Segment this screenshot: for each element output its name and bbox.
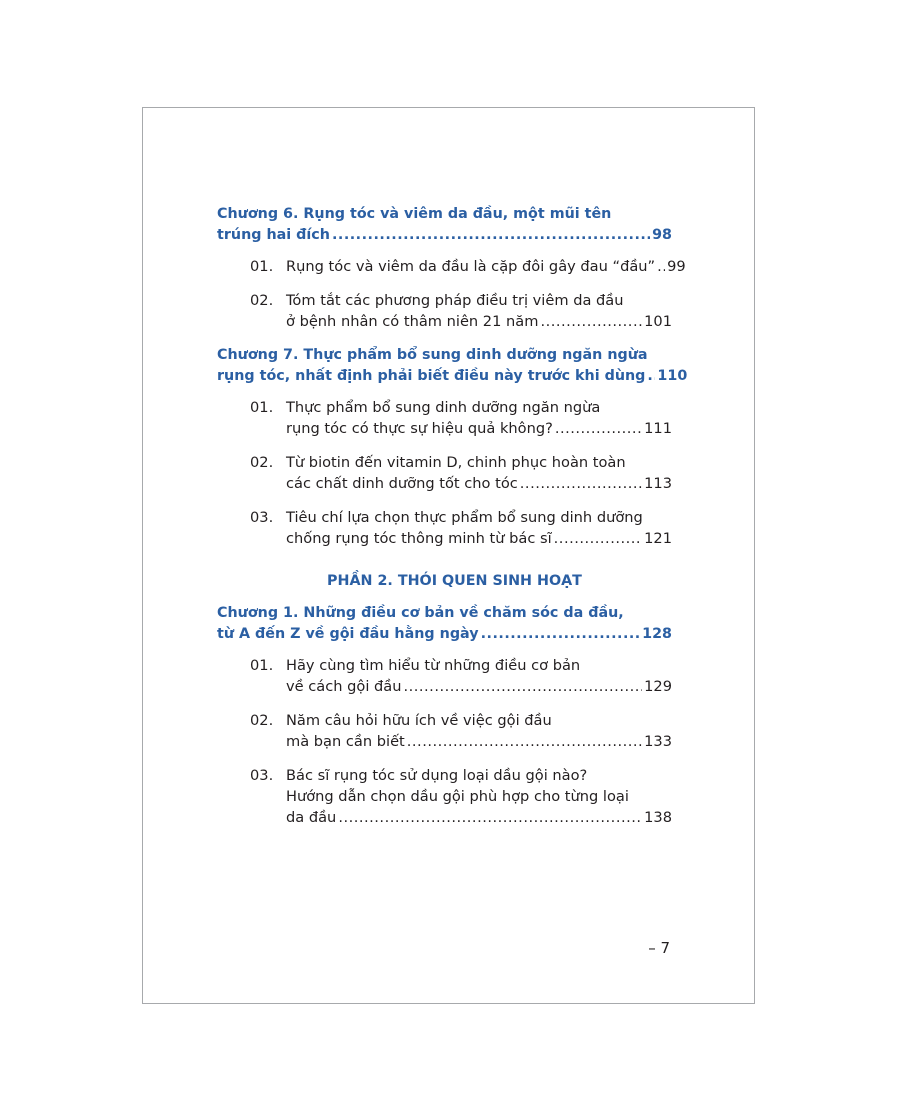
toc-chapter-7 [217, 345, 688, 387]
chapter-6-title-line-1: Chương 6. Rụng tóc và viêm da đầu, một mũi tên [217, 206, 612, 222]
toc-item [217, 710, 672, 752]
item-page: 138 [644, 809, 672, 826]
toc-item [217, 507, 672, 549]
p2-chapter-1-title-line-2: từ A đến Z về gội đầu hằng ngày [217, 626, 479, 642]
item-title-line-2: rụng tóc có thực sự hiệu quả không? [286, 420, 553, 437]
table-of-contents [217, 204, 688, 841]
item-number: 03. [250, 509, 274, 526]
dot-leader [657, 256, 665, 277]
chapter-7-title-line-1: Chương 7. Thực phẩm bổ sung dinh dưỡng ngăn ngừa [217, 347, 648, 363]
item-number: 01. [250, 258, 274, 275]
item-title-line-1: Thực phẩm bổ sung dinh dưỡng ngăn ngừa [286, 399, 601, 416]
item-title-line-3: da đầu [286, 809, 337, 826]
item-number: 01. [250, 399, 274, 416]
item-title-line-1: Tiêu chí lựa chọn thực phẩm bổ sung dinh dưỡng [286, 509, 643, 526]
item-title-line-2: Hướng dẫn chọn dầu gội phù hợp cho từng loại [286, 788, 629, 805]
p2-chapter-1-page: 128 [642, 626, 672, 642]
item-title-line-2: về cách gội đầu [286, 678, 402, 695]
item-page: 113 [644, 475, 672, 492]
item-page: 111 [644, 420, 672, 437]
chapter-7-title-line-2: rụng tóc, nhất định phải biết điều này trước khi dùng [217, 368, 646, 384]
dot-leader [407, 731, 642, 752]
item-title-line-2: mà bạn cần biết [286, 733, 405, 750]
book-page [142, 107, 755, 1004]
dot-leader [520, 473, 642, 494]
item-title-line-1: Bác sĩ rụng tóc sử dụng loại dầu gội nào? [286, 767, 588, 784]
item-title-line-2: chống rụng tóc thông minh từ bác sĩ [286, 530, 552, 547]
toc-item [217, 290, 672, 332]
toc-item [217, 397, 672, 439]
toc-item [217, 655, 672, 697]
chapter-7-page: 110 [657, 368, 688, 384]
dot-leader [332, 225, 650, 246]
toc-item [217, 452, 672, 494]
toc-item [217, 765, 672, 828]
dot-leader [338, 807, 642, 828]
item-number: 02. [250, 292, 274, 309]
dot-leader [403, 676, 642, 697]
chapter-6-title-line-2: trúng hai đích [217, 227, 330, 243]
item-number: 01. [250, 657, 274, 674]
toc-item [217, 256, 686, 277]
item-number: 03. [250, 767, 274, 784]
item-title: Rụng tóc và viêm da đầu là cặp đôi gây đau “đầu” [286, 258, 656, 275]
dot-leader [481, 624, 641, 645]
item-title-line-1: Tóm tắt các phương pháp điều trị viêm da đầu [286, 292, 624, 309]
dot-leader [540, 311, 642, 332]
dot-leader [554, 528, 642, 549]
item-page: 99 [667, 258, 686, 275]
toc-chapter-6 [217, 204, 672, 246]
item-page: 133 [644, 733, 672, 750]
chapter-6-page: 98 [652, 227, 672, 243]
item-title-line-2: các chất dinh dưỡng tốt cho tóc [286, 475, 518, 492]
item-title-line-1: Từ biotin đến vitamin D, chinh phục hoàn toàn [286, 454, 626, 471]
page-number: – 7 [648, 939, 670, 957]
p2-chapter-1-title-line-1: Chương 1. Những điều cơ bản về chăm sóc da đầu, [217, 605, 624, 621]
dot-leader [647, 366, 655, 387]
item-title-line-2: ở bệnh nhân có thâm niên 21 năm [286, 313, 539, 330]
toc-part-2-chapter-1 [217, 603, 672, 645]
item-title-line-1: Hãy cùng tìm hiểu từ những điều cơ bản [286, 657, 581, 674]
part-2-heading: PHẦN 2. THÓI QUEN SINH HOẠT [327, 573, 582, 589]
dot-leader [555, 418, 642, 439]
item-page: 121 [644, 530, 672, 547]
item-title-line-1: Năm câu hỏi hữu ích về việc gội đầu [286, 712, 552, 729]
item-number: 02. [250, 712, 274, 729]
item-page: 129 [644, 678, 672, 695]
item-page: 101 [644, 313, 672, 330]
item-number: 02. [250, 454, 274, 471]
